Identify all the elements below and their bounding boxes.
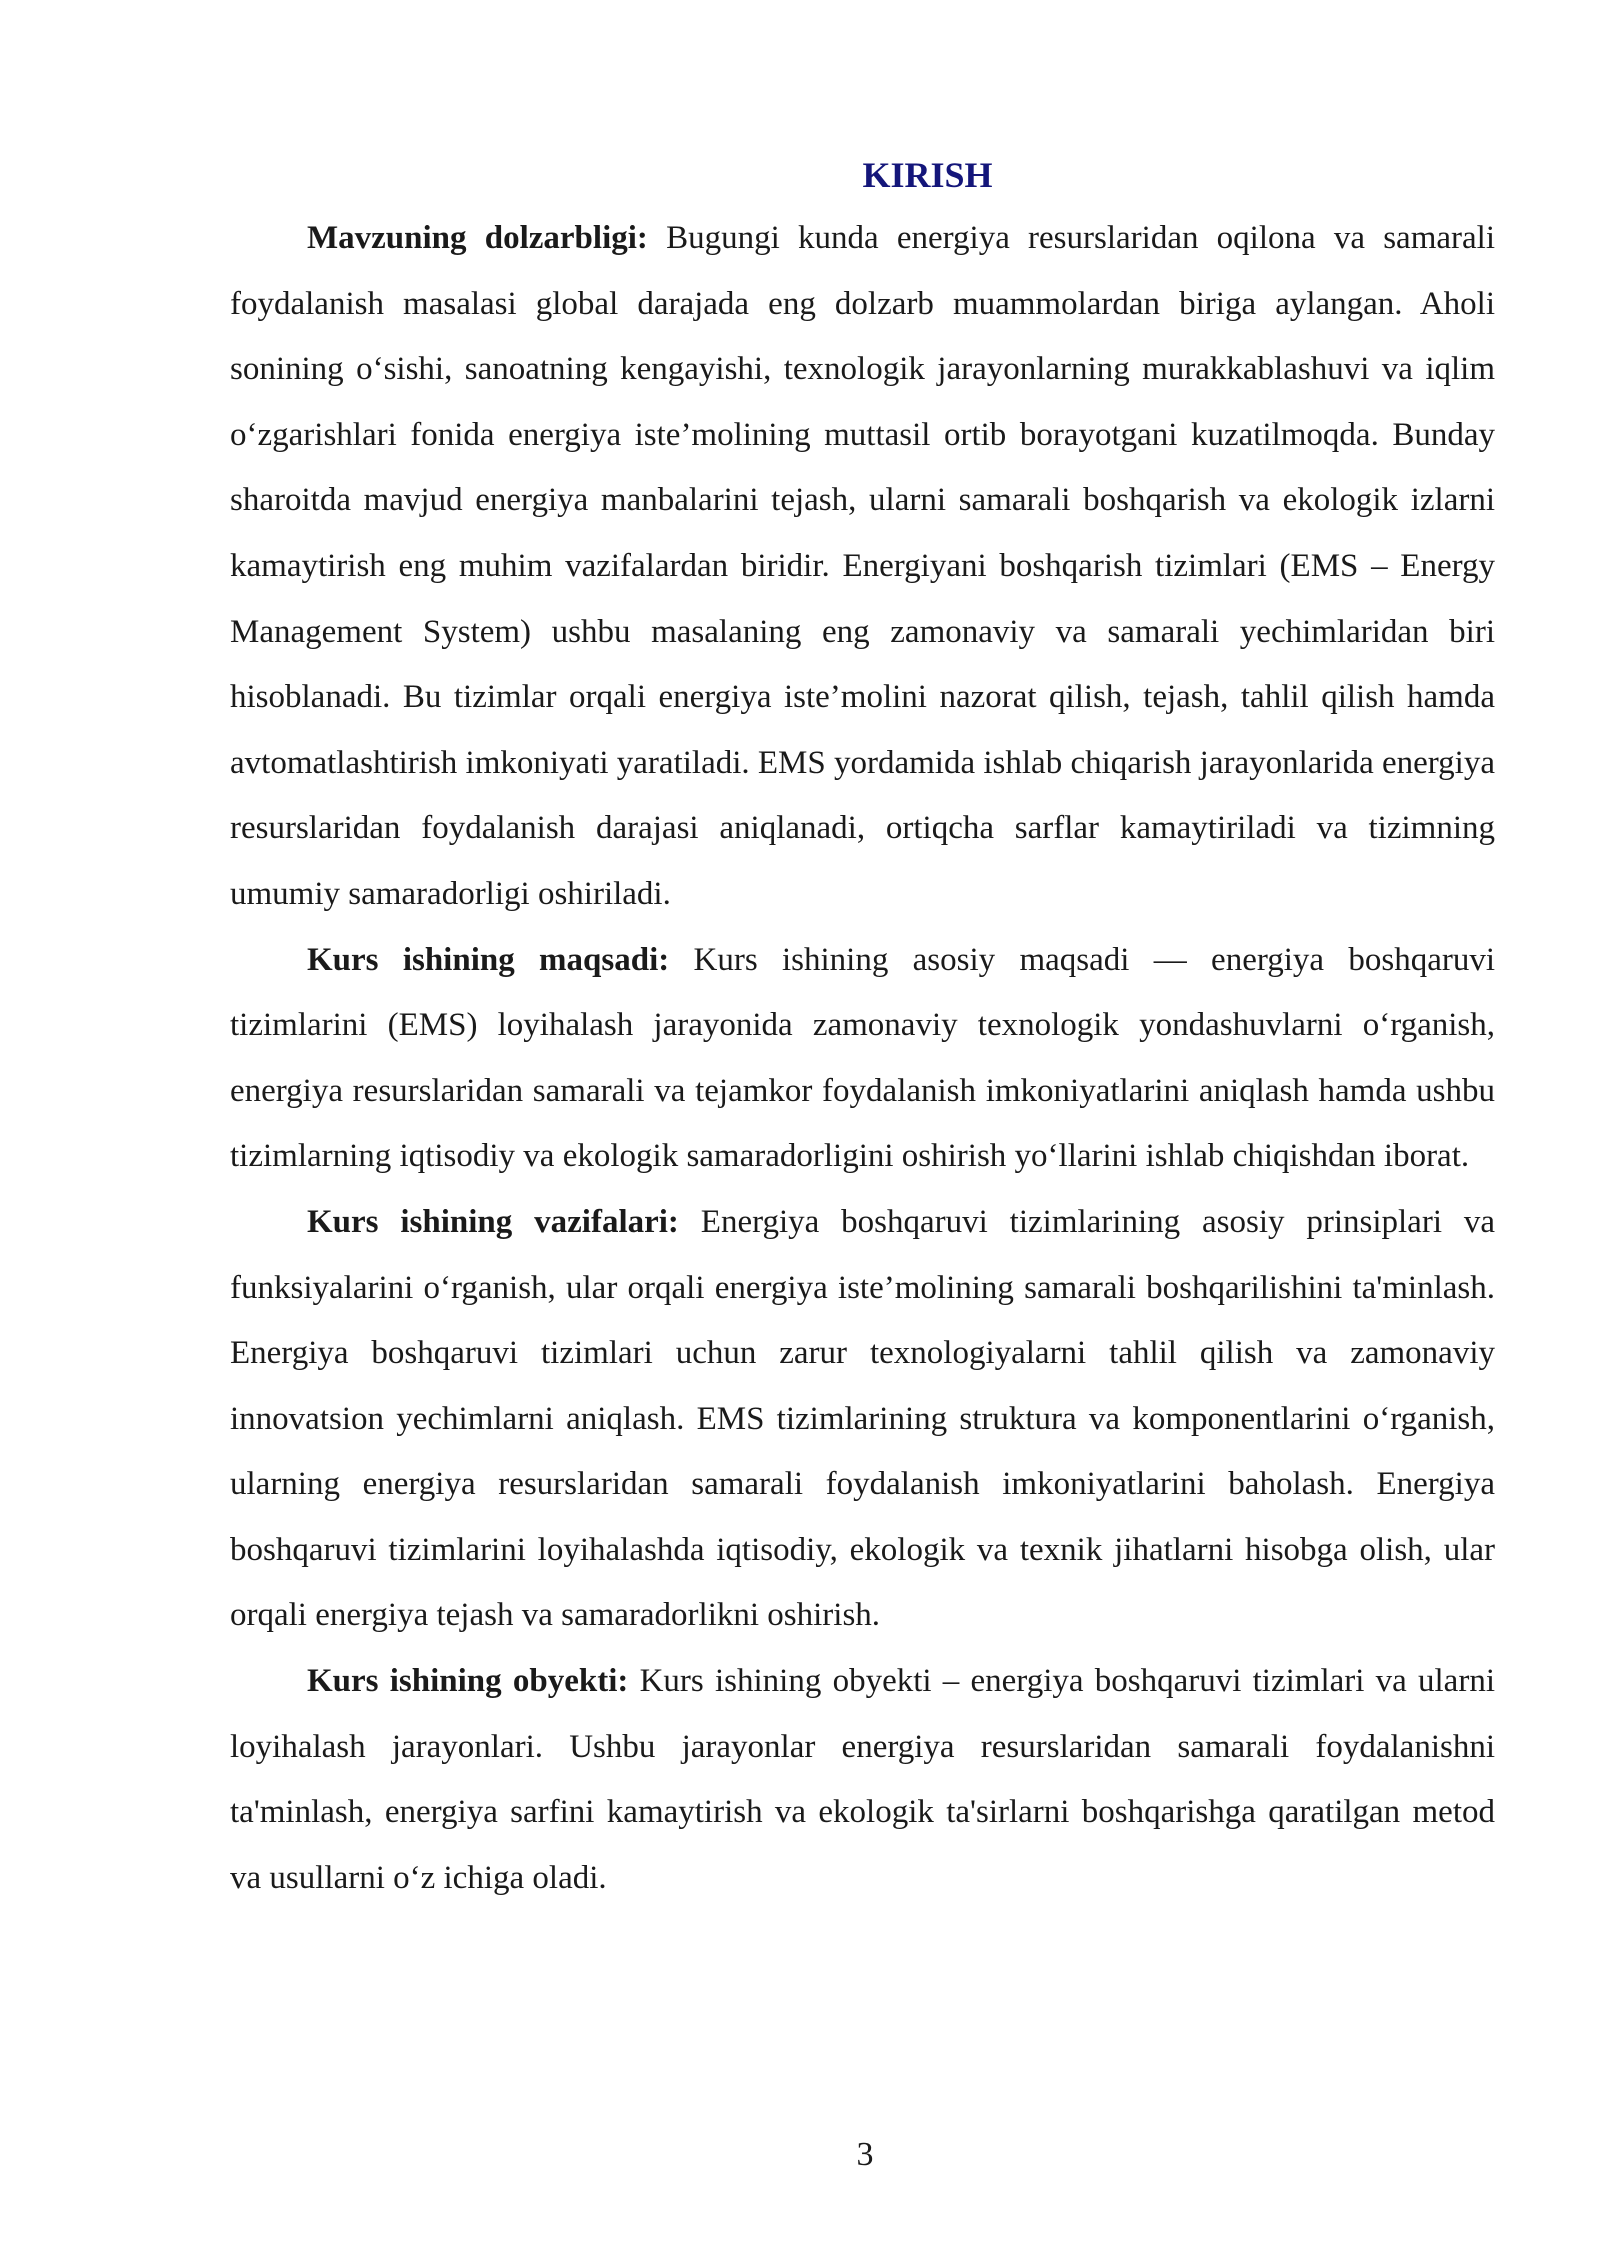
section-text: Bugungi kunda energiya resurslaridan oqilona va samarali foydalanish masalasi global darajada eng dolzarb muammolardan biriga aylangan. Aholi sonining o‘sishi, sanoatning kengayishi, texnologik jarayonlarning murakkablashuvi va iqlim o‘zgarishlari fonida energiya iste’molining muttasil ortib borayotgani kuzatilmoqda. Bunday sharoitda mavjud energiya manbalarini tejash, ularni samarali boshqarish va ekologik izlarni kamaytirish eng muhim vazifalardan biridir. Energiyani boshqarish tizimlari (EMS – Energy Management System) ushbu masalaning eng zamonaviy va samarali yechimlaridan biri hisoblanadi. Bu tizimlar orqali energiya iste’molini nazorat qilish, tejash, tahlil qilish hamda avtomatlashtirish imkoniyati yaratiladi. EMS yordamida ishlab chiqarish jarayonlarida energiya resurslaridan foydalanish darajasi aniqlanadi, ortiqcha sarflar kamaytiriladi va tizimning umumiy samaradorligi oshiriladi. [230,220,1495,912]
section-tasks [230,1190,1495,1649]
section-heading: Kurs ishining maqsadi: [307,941,670,978]
section-text: Kurs ishining obyekti – energiya boshqaruvi tizimlari va ularni loyihalash jarayonlari. Ushbu jarayonlar energiya resurslaridan samarali foydalanishni ta'minlash, energiya sarfini kamaytirish va ekologik ta'sirlarni boshqarishga qaratilgan metod va usullarni o‘z ichiga oladi. [230,1663,1495,1896]
section-relevance [230,206,1495,928]
section-text: Energiya boshqaruvi tizimlarining asosiy prinsiplari va funksiyalarini o‘rganish, ular orqali energiya iste’molining samarali boshqarilishini ta'minlash. Energiya boshqaruvi tizimlari uchun zarur texnologiyalarni tahlil qilish va zamonaviy innovatsion yechimlarni aniqlash. EMS tizimlarining struktura va komponentlarini o‘rganish, ularning energiya resurslaridan samarali foydalanish imkoniyatlarini baholash. Energiya boshqaruvi tizimlarini loyihalashda iqtisodiy, ekologik va texnik jihatlarni hisobga olish, ular orqali energiya tejash va samaradorlikni oshirish. [230,1203,1495,1634]
document-page [230,148,1495,1911]
section-heading: Kurs ishining obyekti: [307,1663,629,1700]
section-goal [230,928,1495,1190]
document-title: KIRISH [862,155,993,195]
section-heading: Mavzuning dolzarbligi: [307,220,648,256]
section-object [230,1649,1495,1911]
section-text: Kurs ishining asosiy maqsadi — energiya boshqaruvi tizimlarini (EMS) loyihalash jarayonida zamonaviy texnologik yondashuvlarni o‘rganish, energiya resurslaridan samarali va tejamkor foydalanish imkoniyatlarini aniqlash hamda ushbu tizimlarning iqtisodiy va ekologik samaradorligini oshirish yo‘llarini ishlab chiqishdan iborat. [230,941,1495,1175]
page-number: 3 [856,2136,874,2173]
section-heading: Kurs ishining vazifalari: [307,1203,679,1240]
